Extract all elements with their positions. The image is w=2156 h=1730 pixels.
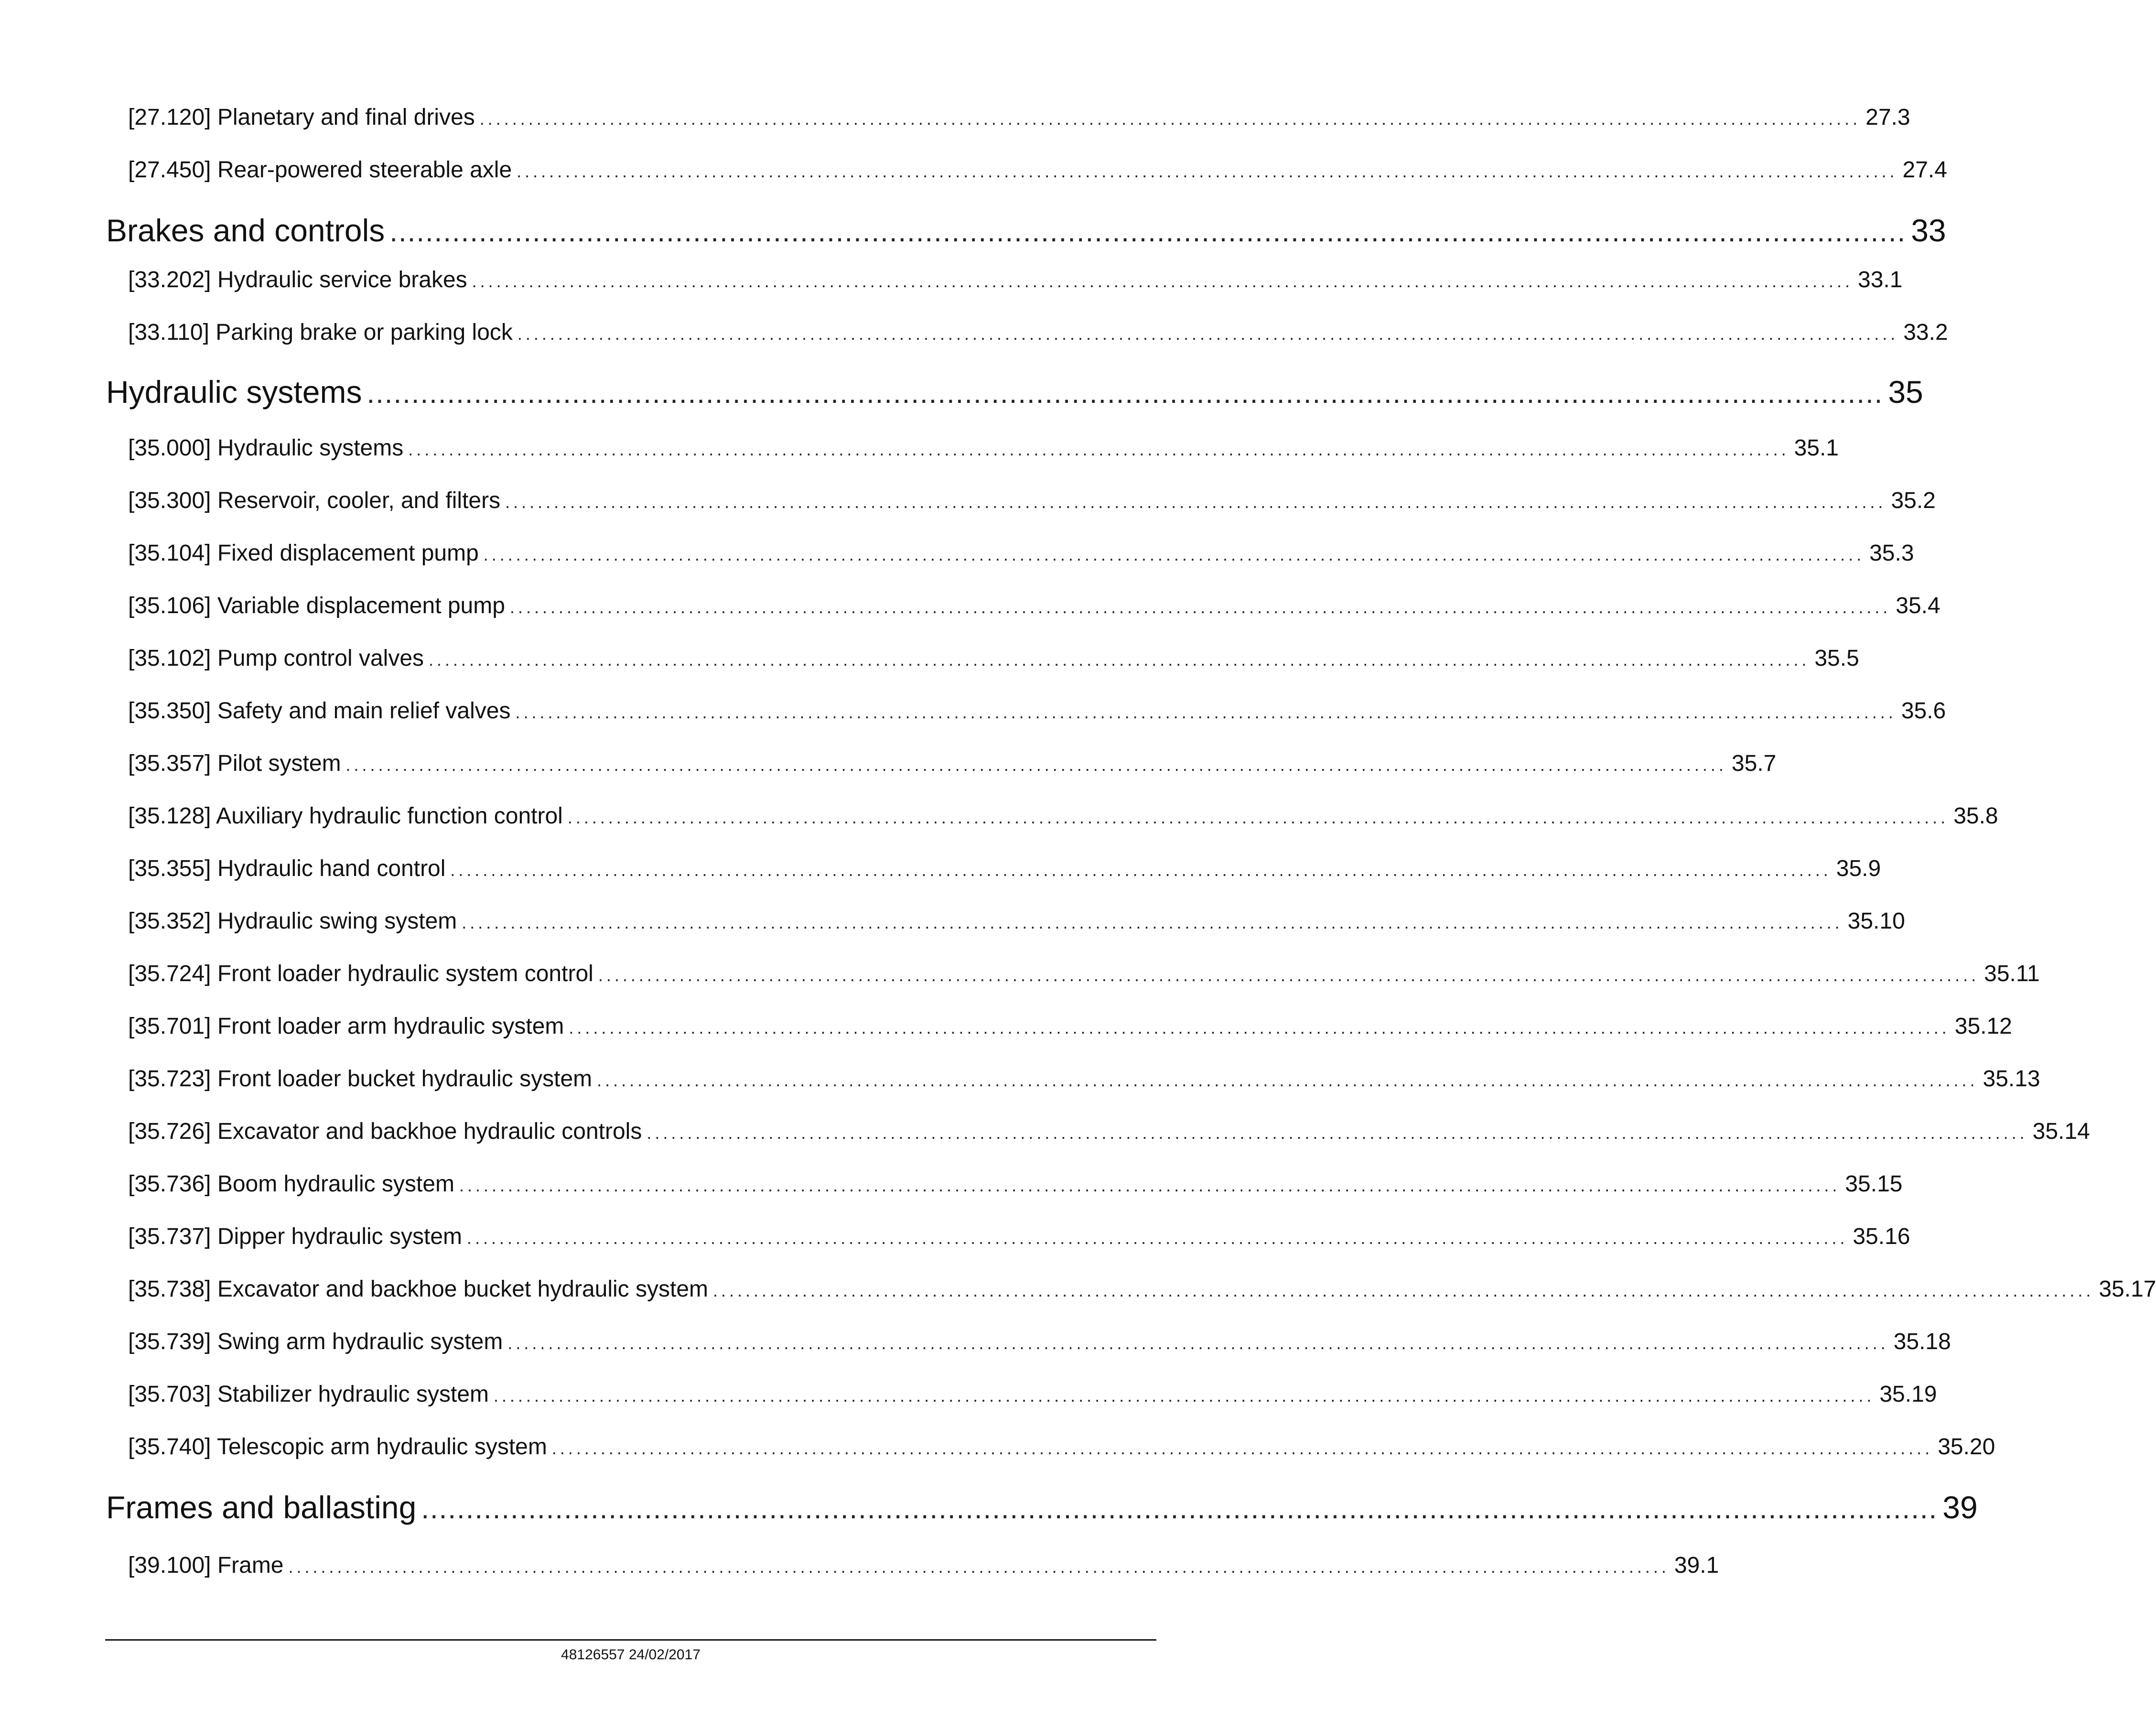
toc-entry-page: 35.14 [2032,1119,2090,1144]
toc-entry-title: [35.703] Stabilizer hydraulic system [128,1382,489,1407]
toc-entry[interactable] [128,593,1940,619]
toc-entry-title: [35.128] Auxiliary hydraulic function control [128,803,563,829]
toc-entry-page: 27.3 [1865,105,1910,130]
toc-entry[interactable] [128,1223,1910,1250]
toc-entry-title: [33.202] Hydraulic service brakes [128,267,467,292]
dot-leader: .......................................................................................................................................................................... [429,650,1810,670]
toc-entry-page: 35.15 [1845,1171,1903,1197]
toc-entry[interactable] [128,540,1914,566]
dot-leader: .......................................................................................................................................................................... [597,1070,1978,1090]
toc-entry[interactable] [128,1276,2156,1302]
toc-entry[interactable] [128,1066,2040,1092]
toc-entry-title: [39.100] Frame [128,1553,284,1578]
dot-leader: .......................................................................................................................................................................... [569,1018,1950,1038]
dot-leader: .......................................................................................................................................................................... [647,1123,2028,1143]
toc-entry-title: [35.701] Front loader arm hydraulic system [128,1014,564,1039]
toc-entry-title: [35.740] Telescopic arm hydraulic system [128,1434,547,1460]
dot-leader: .......................................................................................................................................................................... [551,1438,1933,1458]
toc-entry-page: 35.2 [1891,488,1936,513]
toc-entry-page: 35.1 [1794,435,1839,461]
toc-section-title: Brakes and controls [106,213,385,248]
toc-entry[interactable] [128,435,1839,461]
dot-leader: .......................................................................................................................................................................... [515,703,1897,722]
toc-entry-title: [35.350] Safety and main relief valves [128,698,511,724]
dot-leader: .......................................................................................................................................................................... [494,1386,1875,1406]
toc-entry[interactable] [128,1013,2012,1039]
dot-leader: .......................................................................................................................................................................... [517,324,1899,344]
toc-entry-page: 39.1 [1674,1553,1719,1578]
toc-section-page: 39 [1942,1490,1978,1525]
dot-leader: .......................................................................................................................................................................... [598,965,1980,985]
toc-section[interactable] [106,374,1923,410]
toc-entry-title: [35.736] Boom hydraulic system [128,1171,454,1197]
toc-entry[interactable] [128,1329,1951,1355]
dot-leader: .......................................................................................................................................................................... [483,545,1865,564]
toc-entry-title: [27.120] Planetary and final drives [128,105,475,130]
toc-entry[interactable] [128,104,1910,130]
toc-entry-title: [35.102] Pump control valves [128,646,424,671]
dot-leader: .......................................................................................................................................................................... [367,377,1884,409]
dot-leader: .......................................................................................................................................................................... [567,808,1949,827]
toc-entry-page: 35.4 [1896,593,1940,618]
toc-entry-page: 35.10 [1847,908,1905,934]
toc-entry-title: [35.355] Hydraulic hand control [128,856,446,881]
toc-entry-title: [35.352] Hydraulic swing system [128,908,457,934]
dot-leader: .......................................................................................................................................................................... [288,1557,1670,1577]
toc-entry[interactable] [128,698,1946,724]
toc-entry-title: [35.000] Hydraulic systems [128,435,404,461]
footer-rule [105,1639,1156,1641]
toc-entry[interactable] [128,1381,1937,1407]
toc-section-title: Frames and ballasting [106,1490,417,1525]
toc-entry-page: 35.9 [1836,856,1881,881]
toc-section[interactable] [106,212,1946,249]
toc-entry-page: 35.16 [1853,1224,1910,1249]
toc-entry-page: 35.12 [1954,1014,2012,1039]
toc-entry-page: 35.17 [2099,1276,2156,1302]
toc-entry[interactable] [128,750,1777,777]
dot-leader: .......................................................................................................................................................................... [479,109,1861,129]
toc-entry-page: 35.20 [1938,1434,1995,1460]
toc-entry-title: [35.723] Front loader bucket hydraulic system [128,1066,593,1092]
toc-entry-page: 33.1 [1858,267,1903,292]
dot-leader: .......................................................................................................................................................................... [345,755,1727,775]
toc-entry-title: [35.104] Fixed displacement pump [128,541,479,566]
toc-entry-page: 35.18 [1893,1329,1951,1354]
toc-entry-page: 35.19 [1879,1382,1937,1407]
dot-leader: .......................................................................................................................................................................... [509,597,1891,617]
toc-entry-page: 35.5 [1814,646,1859,671]
dot-leader: .......................................................................................................................................................................... [421,1492,1938,1525]
toc-entry-title: [35.739] Swing arm hydraulic system [128,1329,503,1354]
toc-entry-title: [35.300] Reservoir, cooler, and filters [128,488,501,513]
dot-leader: .......................................................................................................................................................................... [450,860,1832,880]
toc-entry-title: [35.738] Excavator and backhoe bucket hydraulic system [128,1276,709,1302]
toc-entry[interactable] [128,1171,1903,1197]
dot-leader: .......................................................................................................................................................................... [462,913,1843,932]
dot-leader: .......................................................................................................................................................................... [517,162,1898,181]
toc-entry-title: [33.110] Parking brake or parking lock [128,320,513,345]
dot-leader: .......................................................................................................................................................................... [467,1228,1848,1248]
footer-document-id: 48126557 24/02/2017 [561,1647,701,1663]
toc-section-page: 35 [1888,374,1923,410]
toc-entry-page: 27.4 [1902,157,1947,183]
dot-leader: .......................................................................................................................................................................... [408,440,1789,459]
toc-entry-page: 35.13 [1983,1066,2040,1092]
toc-entry-page: 33.2 [1903,320,1948,345]
dot-leader: .......................................................................................................................................................................... [472,271,1854,291]
toc-entry-title: [35.726] Excavator and backhoe hydraulic controls [128,1119,642,1144]
toc-entry-page: 35.8 [1953,803,1998,829]
toc-entry[interactable] [128,487,1936,514]
toc-entry[interactable] [128,1552,1719,1579]
toc-entry-title: [27.450] Rear-powered steerable axle [128,157,512,183]
toc-entry[interactable] [128,645,1859,671]
toc-entry[interactable] [128,267,1903,293]
toc-entry[interactable] [128,1118,2090,1145]
toc-section-title: Hydraulic systems [106,374,362,410]
toc-entry[interactable] [128,319,1948,346]
toc-entry-page: 35.6 [1901,698,1946,724]
dot-leader: .......................................................................................................................................................................... [459,1176,1841,1195]
dot-leader: .......................................................................................................................................................................... [505,492,1886,512]
toc-entry-page: 35.7 [1731,751,1777,776]
dot-leader: .......................................................................................................................................................................... [713,1281,2094,1300]
dot-leader: .......................................................................................................................................................................... [507,1333,1889,1353]
toc-entry[interactable] [128,157,1947,183]
toc-entry-title: [35.724] Front loader hydraulic system control [128,961,593,986]
toc-section-page: 33 [1911,213,1946,248]
toc-entry-page: 35.11 [1984,961,2040,986]
toc-entry[interactable] [128,1434,1995,1460]
toc-entry-title: [35.737] Dipper hydraulic system [128,1224,462,1249]
toc-section[interactable] [106,1489,1978,1525]
toc-entry-title: [35.106] Variable displacement pump [128,593,505,618]
toc-entry[interactable] [128,961,2040,987]
toc-entry[interactable] [128,855,1881,882]
dot-leader: .......................................................................................................................................................................... [389,216,1907,248]
toc-entry-title: [35.357] Pilot system [128,751,341,776]
toc-entry[interactable] [128,803,1998,829]
toc-entry-page: 35.3 [1869,541,1914,566]
toc-entry[interactable] [128,908,1905,934]
